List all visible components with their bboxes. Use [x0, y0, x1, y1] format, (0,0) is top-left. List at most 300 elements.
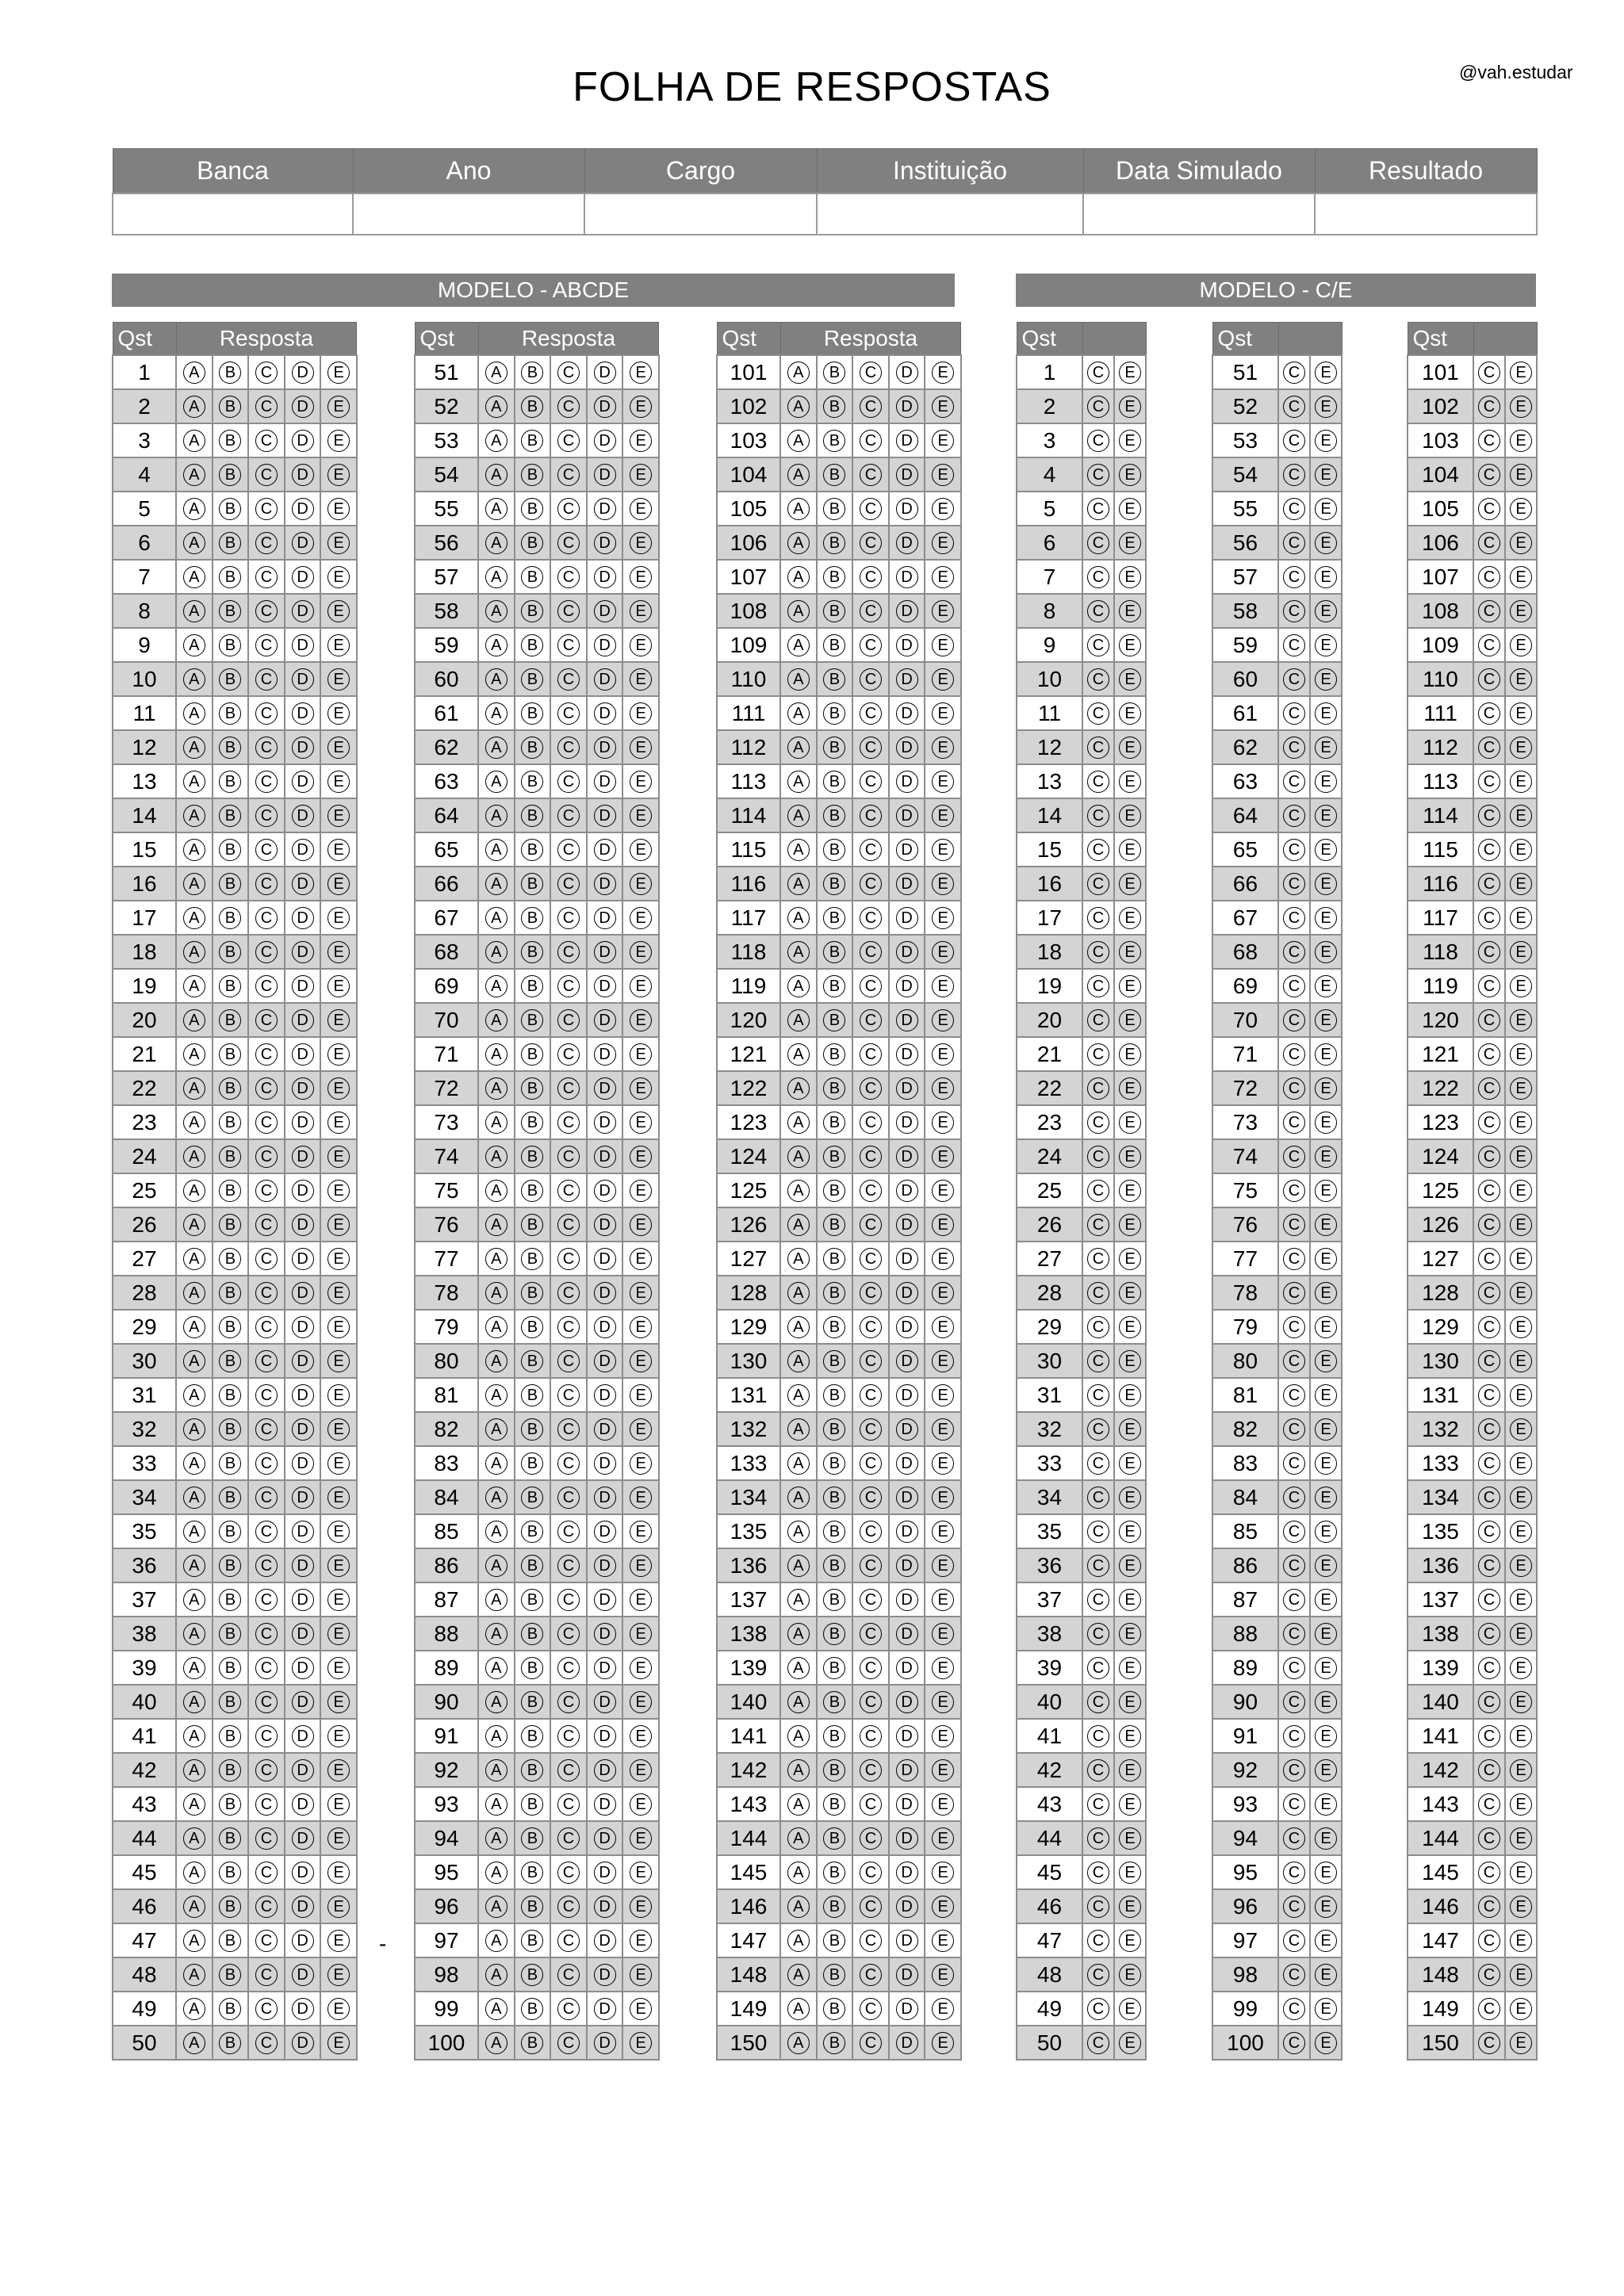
- option-bubble-c[interactable]: C: [255, 941, 278, 963]
- option-bubble-c[interactable]: C: [860, 1452, 882, 1475]
- option-bubble-e[interactable]: E: [932, 1827, 954, 1850]
- option-bubble-e[interactable]: E: [1510, 532, 1532, 554]
- option-bubble-e[interactable]: E: [327, 600, 350, 622]
- option-bubble-d[interactable]: D: [594, 1418, 616, 1441]
- option-bubble-e[interactable]: E: [327, 1316, 350, 1338]
- option-bubble-a[interactable]: A: [787, 1896, 810, 1918]
- option-bubble-d[interactable]: D: [896, 1009, 918, 1031]
- option-bubble-a[interactable]: A: [183, 1998, 205, 2020]
- option-bubble-c[interactable]: C: [557, 873, 580, 895]
- option-bubble-b[interactable]: B: [219, 668, 241, 691]
- option-bubble-b[interactable]: B: [219, 1930, 241, 1952]
- option-bubble-e[interactable]: E: [327, 941, 350, 963]
- option-bubble-b[interactable]: B: [219, 464, 241, 486]
- option-bubble-a[interactable]: A: [485, 737, 508, 759]
- option-bubble-e[interactable]: E: [630, 498, 652, 520]
- option-bubble-e[interactable]: E: [1510, 1418, 1532, 1441]
- option-bubble-c[interactable]: C: [1087, 396, 1109, 418]
- option-bubble-c[interactable]: C: [557, 702, 580, 725]
- option-bubble-a[interactable]: A: [183, 1657, 205, 1679]
- option-bubble-d[interactable]: D: [292, 1691, 314, 1713]
- option-bubble-a[interactable]: A: [787, 1009, 810, 1031]
- option-bubble-c[interactable]: C: [557, 1896, 580, 1918]
- option-bubble-e[interactable]: E: [1119, 668, 1141, 691]
- option-bubble-b[interactable]: B: [219, 1214, 241, 1236]
- option-bubble-c[interactable]: C: [1087, 702, 1109, 725]
- option-bubble-b[interactable]: B: [823, 941, 845, 963]
- option-bubble-c[interactable]: C: [1087, 1452, 1109, 1475]
- option-bubble-c[interactable]: C: [1087, 668, 1109, 691]
- option-bubble-e[interactable]: E: [932, 737, 954, 759]
- option-bubble-b[interactable]: B: [219, 1998, 241, 2020]
- option-bubble-b[interactable]: B: [521, 1487, 543, 1509]
- option-bubble-c[interactable]: C: [1478, 805, 1500, 827]
- option-bubble-a[interactable]: A: [485, 1282, 508, 1304]
- option-bubble-d[interactable]: D: [594, 532, 616, 554]
- option-bubble-e[interactable]: E: [327, 2032, 350, 2054]
- option-bubble-c[interactable]: C: [557, 1282, 580, 1304]
- option-bubble-c[interactable]: C: [1283, 1725, 1305, 1747]
- option-bubble-d[interactable]: D: [292, 1112, 314, 1134]
- option-bubble-e[interactable]: E: [1119, 1827, 1141, 1850]
- option-bubble-e[interactable]: E: [932, 1350, 954, 1372]
- option-bubble-c[interactable]: C: [557, 1009, 580, 1031]
- option-bubble-a[interactable]: A: [183, 907, 205, 929]
- option-bubble-a[interactable]: A: [183, 1896, 205, 1918]
- option-bubble-b[interactable]: B: [219, 1452, 241, 1475]
- option-bubble-c[interactable]: C: [255, 1827, 278, 1850]
- option-bubble-b[interactable]: B: [823, 1043, 845, 1066]
- option-bubble-b[interactable]: B: [823, 1589, 845, 1611]
- option-bubble-a[interactable]: A: [485, 1418, 508, 1441]
- option-bubble-d[interactable]: D: [896, 1964, 918, 1986]
- option-bubble-d[interactable]: D: [292, 1452, 314, 1475]
- option-bubble-c[interactable]: C: [255, 1623, 278, 1645]
- option-bubble-b[interactable]: B: [521, 702, 543, 725]
- option-bubble-d[interactable]: D: [896, 1077, 918, 1100]
- option-bubble-e[interactable]: E: [327, 839, 350, 861]
- option-bubble-c[interactable]: C: [1087, 1214, 1109, 1236]
- option-bubble-d[interactable]: D: [292, 1009, 314, 1031]
- option-bubble-e[interactable]: E: [1119, 464, 1141, 486]
- option-bubble-c[interactable]: C: [1283, 1521, 1305, 1543]
- option-bubble-a[interactable]: A: [485, 1350, 508, 1372]
- option-bubble-d[interactable]: D: [896, 1146, 918, 1168]
- option-bubble-e[interactable]: E: [1119, 805, 1141, 827]
- option-bubble-b[interactable]: B: [823, 362, 845, 384]
- option-bubble-b[interactable]: B: [219, 430, 241, 452]
- option-bubble-e[interactable]: E: [1119, 566, 1141, 588]
- option-bubble-a[interactable]: A: [485, 1043, 508, 1066]
- option-bubble-e[interactable]: E: [932, 1180, 954, 1202]
- option-bubble-e[interactable]: E: [327, 1896, 350, 1918]
- option-bubble-a[interactable]: A: [787, 1862, 810, 1884]
- option-bubble-e[interactable]: E: [932, 839, 954, 861]
- option-bubble-b[interactable]: B: [521, 634, 543, 656]
- option-bubble-b[interactable]: B: [823, 1521, 845, 1543]
- option-bubble-b[interactable]: B: [823, 1555, 845, 1577]
- option-bubble-e[interactable]: E: [327, 907, 350, 929]
- option-bubble-c[interactable]: C: [1087, 1248, 1109, 1270]
- option-bubble-c[interactable]: C: [557, 1521, 580, 1543]
- option-bubble-a[interactable]: A: [787, 1452, 810, 1475]
- option-bubble-a[interactable]: A: [183, 1112, 205, 1134]
- option-bubble-b[interactable]: B: [823, 2032, 845, 2054]
- option-bubble-b[interactable]: B: [823, 1384, 845, 1406]
- option-bubble-b[interactable]: B: [521, 1930, 543, 1952]
- option-bubble-a[interactable]: A: [485, 771, 508, 793]
- option-bubble-c[interactable]: C: [255, 362, 278, 384]
- option-bubble-c[interactable]: C: [860, 1827, 882, 1850]
- option-bubble-c[interactable]: C: [1283, 1146, 1305, 1168]
- option-bubble-c[interactable]: C: [860, 1759, 882, 1781]
- option-bubble-b[interactable]: B: [219, 1691, 241, 1713]
- option-bubble-c[interactable]: C: [1283, 1759, 1305, 1781]
- option-bubble-d[interactable]: D: [594, 2032, 616, 2054]
- option-bubble-b[interactable]: B: [521, 1180, 543, 1202]
- option-bubble-c[interactable]: C: [860, 668, 882, 691]
- option-bubble-c[interactable]: C: [255, 430, 278, 452]
- option-bubble-c[interactable]: C: [1283, 1452, 1305, 1475]
- option-bubble-b[interactable]: B: [219, 1384, 241, 1406]
- option-bubble-c[interactable]: C: [860, 975, 882, 997]
- option-bubble-b[interactable]: B: [823, 1214, 845, 1236]
- option-bubble-e[interactable]: E: [1510, 1657, 1532, 1679]
- option-bubble-e[interactable]: E: [1119, 1009, 1141, 1031]
- option-bubble-c[interactable]: C: [557, 839, 580, 861]
- option-bubble-e[interactable]: E: [1315, 1998, 1337, 2020]
- option-bubble-d[interactable]: D: [292, 839, 314, 861]
- option-bubble-a[interactable]: A: [183, 1555, 205, 1577]
- option-bubble-e[interactable]: E: [932, 464, 954, 486]
- option-bubble-c[interactable]: C: [255, 668, 278, 691]
- option-bubble-c[interactable]: C: [255, 1862, 278, 1884]
- option-bubble-c[interactable]: C: [1087, 1725, 1109, 1747]
- option-bubble-d[interactable]: D: [896, 1043, 918, 1066]
- option-bubble-c[interactable]: C: [1087, 873, 1109, 895]
- option-bubble-b[interactable]: B: [823, 1077, 845, 1100]
- option-bubble-e[interactable]: E: [630, 1793, 652, 1816]
- option-bubble-d[interactable]: D: [292, 1555, 314, 1577]
- option-bubble-e[interactable]: E: [630, 1725, 652, 1747]
- option-bubble-e[interactable]: E: [932, 1248, 954, 1270]
- option-bubble-a[interactable]: A: [183, 1487, 205, 1509]
- option-bubble-e[interactable]: E: [932, 1657, 954, 1679]
- option-bubble-c[interactable]: C: [1478, 1077, 1500, 1100]
- option-bubble-c[interactable]: C: [1087, 566, 1109, 588]
- option-bubble-a[interactable]: A: [787, 566, 810, 588]
- option-bubble-b[interactable]: B: [823, 498, 845, 520]
- option-bubble-b[interactable]: B: [521, 1759, 543, 1781]
- option-bubble-c[interactable]: C: [557, 1964, 580, 1986]
- option-bubble-b[interactable]: B: [823, 1282, 845, 1304]
- option-bubble-c[interactable]: C: [1283, 1112, 1305, 1134]
- option-bubble-c[interactable]: C: [255, 1384, 278, 1406]
- option-bubble-c[interactable]: C: [1283, 1691, 1305, 1713]
- option-bubble-d[interactable]: D: [896, 1759, 918, 1781]
- option-bubble-e[interactable]: E: [1119, 1896, 1141, 1918]
- option-bubble-a[interactable]: A: [787, 941, 810, 963]
- option-bubble-e[interactable]: E: [630, 1555, 652, 1577]
- option-bubble-d[interactable]: D: [292, 1248, 314, 1270]
- option-bubble-e[interactable]: E: [1315, 1214, 1337, 1236]
- option-bubble-e[interactable]: E: [1510, 1487, 1532, 1509]
- option-bubble-b[interactable]: B: [823, 1691, 845, 1713]
- option-bubble-b[interactable]: B: [219, 873, 241, 895]
- option-bubble-c[interactable]: C: [1087, 634, 1109, 656]
- option-bubble-e[interactable]: E: [327, 1691, 350, 1713]
- option-bubble-e[interactable]: E: [1510, 805, 1532, 827]
- option-bubble-b[interactable]: B: [219, 1043, 241, 1066]
- option-bubble-e[interactable]: E: [327, 1555, 350, 1577]
- option-bubble-e[interactable]: E: [932, 1964, 954, 1986]
- option-bubble-b[interactable]: B: [521, 941, 543, 963]
- option-bubble-e[interactable]: E: [1510, 1146, 1532, 1168]
- option-bubble-e[interactable]: E: [630, 1418, 652, 1441]
- option-bubble-d[interactable]: D: [896, 498, 918, 520]
- option-bubble-c[interactable]: C: [1087, 975, 1109, 997]
- option-bubble-b[interactable]: B: [521, 1146, 543, 1168]
- option-bubble-e[interactable]: E: [1510, 1316, 1532, 1338]
- option-bubble-b[interactable]: B: [823, 1418, 845, 1441]
- option-bubble-b[interactable]: B: [521, 1589, 543, 1611]
- option-bubble-c[interactable]: C: [557, 1998, 580, 2020]
- option-bubble-e[interactable]: E: [932, 430, 954, 452]
- option-bubble-c[interactable]: C: [557, 771, 580, 793]
- option-bubble-d[interactable]: D: [594, 1112, 616, 1134]
- option-bubble-c[interactable]: C: [1283, 566, 1305, 588]
- option-bubble-c[interactable]: C: [1283, 771, 1305, 793]
- option-bubble-e[interactable]: E: [1119, 1793, 1141, 1816]
- option-bubble-c[interactable]: C: [557, 2032, 580, 2054]
- option-bubble-a[interactable]: A: [183, 941, 205, 963]
- option-bubble-c[interactable]: C: [1087, 532, 1109, 554]
- option-bubble-a[interactable]: A: [485, 1487, 508, 1509]
- option-bubble-c[interactable]: C: [1087, 805, 1109, 827]
- option-bubble-d[interactable]: D: [292, 1043, 314, 1066]
- option-bubble-b[interactable]: B: [521, 1350, 543, 1372]
- option-bubble-e[interactable]: E: [327, 362, 350, 384]
- option-bubble-c[interactable]: C: [860, 1521, 882, 1543]
- option-bubble-c[interactable]: C: [557, 1043, 580, 1066]
- option-bubble-c[interactable]: C: [860, 1146, 882, 1168]
- option-bubble-c[interactable]: C: [860, 1316, 882, 1338]
- option-bubble-d[interactable]: D: [594, 1487, 616, 1509]
- option-bubble-e[interactable]: E: [327, 1452, 350, 1475]
- option-bubble-d[interactable]: D: [292, 1623, 314, 1645]
- option-bubble-d[interactable]: D: [292, 771, 314, 793]
- option-bubble-c[interactable]: C: [557, 1452, 580, 1475]
- option-bubble-b[interactable]: B: [219, 805, 241, 827]
- option-bubble-d[interactable]: D: [292, 1998, 314, 2020]
- option-bubble-c[interactable]: C: [1478, 1623, 1500, 1645]
- option-bubble-a[interactable]: A: [787, 1384, 810, 1406]
- option-bubble-c[interactable]: C: [1283, 1998, 1305, 2020]
- option-bubble-b[interactable]: B: [823, 1827, 845, 1850]
- option-bubble-e[interactable]: E: [1315, 1282, 1337, 1304]
- option-bubble-e[interactable]: E: [932, 1793, 954, 1816]
- option-bubble-e[interactable]: E: [630, 1487, 652, 1509]
- option-bubble-e[interactable]: E: [630, 941, 652, 963]
- option-bubble-d[interactable]: D: [594, 1759, 616, 1781]
- option-bubble-c[interactable]: C: [860, 396, 882, 418]
- option-bubble-c[interactable]: C: [255, 873, 278, 895]
- option-bubble-d[interactable]: D: [896, 1248, 918, 1270]
- option-bubble-e[interactable]: E: [1510, 1793, 1532, 1816]
- option-bubble-e[interactable]: E: [1315, 805, 1337, 827]
- option-bubble-e[interactable]: E: [1119, 907, 1141, 929]
- option-bubble-a[interactable]: A: [183, 1316, 205, 1338]
- option-bubble-b[interactable]: B: [823, 600, 845, 622]
- option-bubble-d[interactable]: D: [896, 668, 918, 691]
- option-bubble-c[interactable]: C: [557, 1759, 580, 1781]
- option-bubble-d[interactable]: D: [896, 532, 918, 554]
- option-bubble-e[interactable]: E: [1119, 1077, 1141, 1100]
- option-bubble-d[interactable]: D: [896, 1350, 918, 1372]
- option-bubble-c[interactable]: C: [1283, 1043, 1305, 1066]
- option-bubble-a[interactable]: A: [485, 362, 508, 384]
- option-bubble-e[interactable]: E: [1315, 1759, 1337, 1781]
- option-bubble-e[interactable]: E: [1510, 498, 1532, 520]
- option-bubble-e[interactable]: E: [1315, 1623, 1337, 1645]
- option-bubble-a[interactable]: A: [183, 1691, 205, 1713]
- option-bubble-d[interactable]: D: [292, 1896, 314, 1918]
- option-bubble-a[interactable]: A: [485, 1248, 508, 1270]
- option-bubble-e[interactable]: E: [1315, 1452, 1337, 1475]
- option-bubble-c[interactable]: C: [1087, 600, 1109, 622]
- option-bubble-c[interactable]: C: [1478, 737, 1500, 759]
- option-bubble-c[interactable]: C: [1478, 1112, 1500, 1134]
- option-bubble-d[interactable]: D: [896, 1589, 918, 1611]
- option-bubble-a[interactable]: A: [485, 566, 508, 588]
- option-bubble-d[interactable]: D: [896, 464, 918, 486]
- option-bubble-d[interactable]: D: [594, 498, 616, 520]
- option-bubble-b[interactable]: B: [219, 839, 241, 861]
- option-bubble-c[interactable]: C: [1478, 1930, 1500, 1952]
- option-bubble-e[interactable]: E: [932, 1691, 954, 1713]
- option-bubble-c[interactable]: C: [255, 737, 278, 759]
- option-bubble-b[interactable]: B: [521, 737, 543, 759]
- option-bubble-c[interactable]: C: [860, 805, 882, 827]
- option-bubble-c[interactable]: C: [1087, 430, 1109, 452]
- option-bubble-b[interactable]: B: [219, 1827, 241, 1850]
- option-bubble-e[interactable]: E: [630, 1452, 652, 1475]
- option-bubble-b[interactable]: B: [219, 941, 241, 963]
- option-bubble-e[interactable]: E: [630, 1998, 652, 2020]
- option-bubble-a[interactable]: A: [485, 430, 508, 452]
- option-bubble-a[interactable]: A: [183, 464, 205, 486]
- option-bubble-c[interactable]: C: [255, 1146, 278, 1168]
- option-bubble-e[interactable]: E: [630, 600, 652, 622]
- option-bubble-c[interactable]: C: [1283, 907, 1305, 929]
- option-bubble-a[interactable]: A: [485, 1759, 508, 1781]
- option-bubble-c[interactable]: C: [860, 1009, 882, 1031]
- option-bubble-e[interactable]: E: [1315, 634, 1337, 656]
- option-bubble-e[interactable]: E: [932, 1112, 954, 1134]
- option-bubble-a[interactable]: A: [485, 2032, 508, 2054]
- option-bubble-e[interactable]: E: [1315, 498, 1337, 520]
- option-bubble-d[interactable]: D: [292, 737, 314, 759]
- option-bubble-d[interactable]: D: [594, 1043, 616, 1066]
- option-bubble-d[interactable]: D: [896, 634, 918, 656]
- option-bubble-d[interactable]: D: [594, 1793, 616, 1816]
- option-bubble-a[interactable]: A: [787, 1146, 810, 1168]
- option-bubble-e[interactable]: E: [1510, 1384, 1532, 1406]
- option-bubble-b[interactable]: B: [823, 1657, 845, 1679]
- option-bubble-a[interactable]: A: [183, 839, 205, 861]
- option-bubble-e[interactable]: E: [327, 1930, 350, 1952]
- option-bubble-c[interactable]: C: [255, 1759, 278, 1781]
- option-bubble-a[interactable]: A: [787, 975, 810, 997]
- option-bubble-e[interactable]: E: [1510, 941, 1532, 963]
- option-bubble-c[interactable]: C: [1283, 941, 1305, 963]
- option-bubble-c[interactable]: C: [860, 1282, 882, 1304]
- option-bubble-d[interactable]: D: [594, 839, 616, 861]
- option-bubble-a[interactable]: A: [485, 1180, 508, 1202]
- option-bubble-e[interactable]: E: [932, 532, 954, 554]
- option-bubble-a[interactable]: A: [183, 532, 205, 554]
- option-bubble-c[interactable]: C: [557, 634, 580, 656]
- option-bubble-d[interactable]: D: [896, 1691, 918, 1713]
- option-bubble-a[interactable]: A: [787, 702, 810, 725]
- option-bubble-e[interactable]: E: [1315, 1487, 1337, 1509]
- option-bubble-c[interactable]: C: [557, 1418, 580, 1441]
- option-bubble-c[interactable]: C: [557, 362, 580, 384]
- option-bubble-c[interactable]: C: [255, 1214, 278, 1236]
- option-bubble-a[interactable]: A: [787, 1998, 810, 2020]
- option-bubble-c[interactable]: C: [1478, 668, 1500, 691]
- option-bubble-a[interactable]: A: [183, 702, 205, 725]
- option-bubble-d[interactable]: D: [292, 1657, 314, 1679]
- option-bubble-e[interactable]: E: [1119, 1282, 1141, 1304]
- option-bubble-c[interactable]: C: [1478, 1793, 1500, 1816]
- option-bubble-d[interactable]: D: [594, 873, 616, 895]
- option-bubble-c[interactable]: C: [557, 498, 580, 520]
- option-bubble-e[interactable]: E: [630, 1623, 652, 1645]
- option-bubble-c[interactable]: C: [255, 839, 278, 861]
- option-bubble-c[interactable]: C: [1087, 362, 1109, 384]
- option-bubble-d[interactable]: D: [292, 1964, 314, 1986]
- option-bubble-a[interactable]: A: [183, 396, 205, 418]
- option-bubble-c[interactable]: C: [1478, 1282, 1500, 1304]
- option-bubble-c[interactable]: C: [557, 1316, 580, 1338]
- option-bubble-e[interactable]: E: [327, 1350, 350, 1372]
- option-bubble-e[interactable]: E: [327, 1657, 350, 1679]
- option-bubble-e[interactable]: E: [1510, 1521, 1532, 1543]
- option-bubble-c[interactable]: C: [557, 941, 580, 963]
- option-bubble-e[interactable]: E: [327, 1862, 350, 1884]
- option-bubble-b[interactable]: B: [823, 634, 845, 656]
- option-bubble-b[interactable]: B: [823, 1487, 845, 1509]
- option-bubble-c[interactable]: C: [1283, 1316, 1305, 1338]
- option-bubble-e[interactable]: E: [1119, 941, 1141, 963]
- option-bubble-e[interactable]: E: [1510, 1214, 1532, 1236]
- option-bubble-c[interactable]: C: [255, 2032, 278, 2054]
- option-bubble-e[interactable]: E: [1510, 634, 1532, 656]
- option-bubble-a[interactable]: A: [485, 532, 508, 554]
- option-bubble-b[interactable]: B: [823, 566, 845, 588]
- option-bubble-e[interactable]: E: [1119, 362, 1141, 384]
- option-bubble-c[interactable]: C: [557, 737, 580, 759]
- option-bubble-e[interactable]: E: [1315, 1316, 1337, 1338]
- option-bubble-a[interactable]: A: [183, 600, 205, 622]
- option-bubble-c[interactable]: C: [1478, 634, 1500, 656]
- option-bubble-b[interactable]: B: [521, 1452, 543, 1475]
- option-bubble-b[interactable]: B: [823, 737, 845, 759]
- option-bubble-a[interactable]: A: [787, 2032, 810, 2054]
- option-bubble-c[interactable]: C: [1283, 600, 1305, 622]
- option-bubble-a[interactable]: A: [787, 498, 810, 520]
